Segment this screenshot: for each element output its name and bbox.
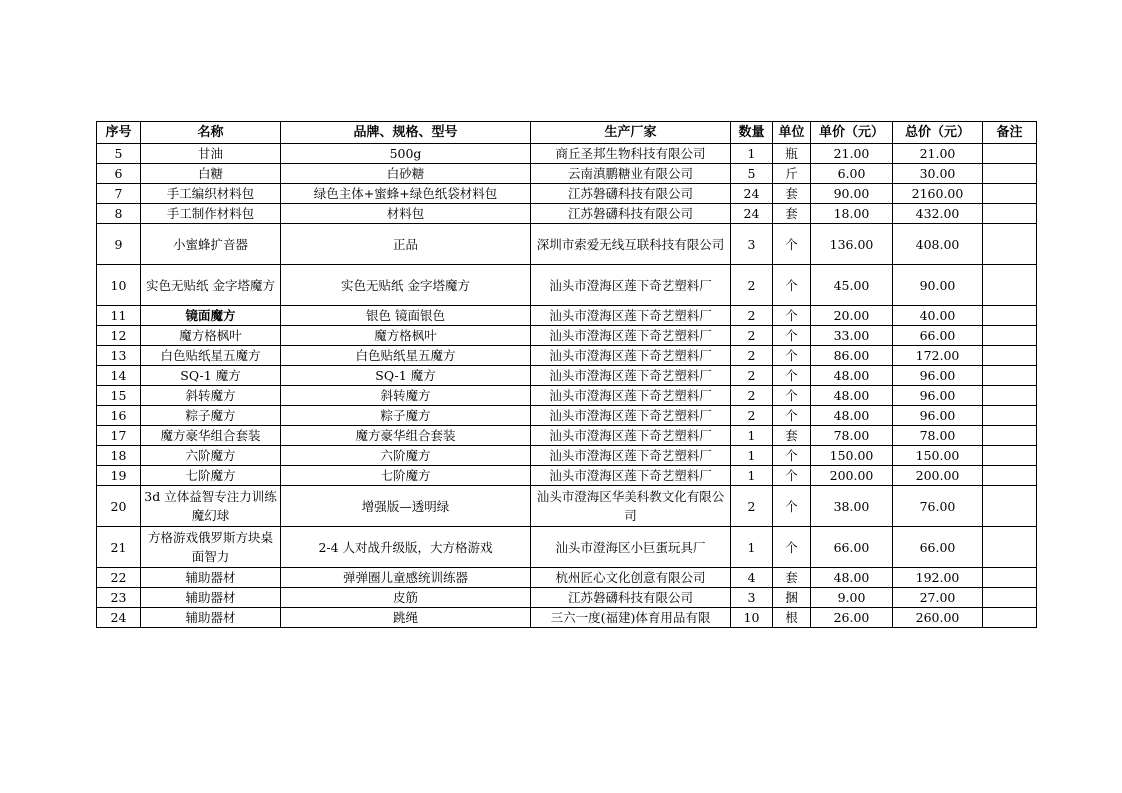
cell-name: 白糖 <box>141 164 281 184</box>
cell-spec: 魔方豪华组合套装 <box>281 426 531 446</box>
cell-spec: 七阶魔方 <box>281 466 531 486</box>
cell-spec: 粽子魔方 <box>281 406 531 426</box>
table-row <box>97 346 1037 366</box>
cell-qty: 1 <box>731 466 773 486</box>
cell-spec: 材料包 <box>281 204 531 224</box>
cell-maker: 汕头市澄海区莲下奇艺塑料厂 <box>531 265 731 306</box>
cell-total: 30.00 <box>893 164 983 184</box>
cell-unit: 个 <box>773 346 811 366</box>
cell-total: 408.00 <box>893 224 983 265</box>
cell-note <box>983 466 1037 486</box>
table-row <box>97 386 1037 406</box>
cell-spec: 2-4 人对战升级版，大方格游戏 <box>281 527 531 568</box>
cell-unit: 个 <box>773 326 811 346</box>
table-row <box>97 144 1037 164</box>
cell-price: 200.00 <box>811 466 893 486</box>
cell-qty: 24 <box>731 184 773 204</box>
cell-total: 432.00 <box>893 204 983 224</box>
cell-total: 27.00 <box>893 588 983 608</box>
cell-note <box>983 204 1037 224</box>
cell-no: 9 <box>97 224 141 265</box>
cell-spec: 六阶魔方 <box>281 446 531 466</box>
cell-note <box>983 588 1037 608</box>
cell-unit: 斤 <box>773 164 811 184</box>
cell-total: 172.00 <box>893 346 983 366</box>
cell-price: 66.00 <box>811 527 893 568</box>
table-row <box>97 486 1037 527</box>
cell-spec: 正品 <box>281 224 531 265</box>
cell-note <box>983 144 1037 164</box>
cell-price: 48.00 <box>811 366 893 386</box>
cell-name: 七阶魔方 <box>141 466 281 486</box>
cell-qty: 2 <box>731 306 773 326</box>
cell-name: 斜转魔方 <box>141 386 281 406</box>
cell-name: 辅助器材 <box>141 588 281 608</box>
cell-price: 48.00 <box>811 568 893 588</box>
cell-unit: 个 <box>773 486 811 527</box>
cell-total: 200.00 <box>893 466 983 486</box>
cell-maker: 汕头市澄海区莲下奇艺塑料厂 <box>531 326 731 346</box>
cell-no: 19 <box>97 466 141 486</box>
header-unit: 单位 <box>773 122 811 144</box>
table-row <box>97 204 1037 224</box>
cell-qty: 2 <box>731 265 773 306</box>
header-no: 序号 <box>97 122 141 144</box>
cell-name: 手工制作材料包 <box>141 204 281 224</box>
cell-spec: 皮筋 <box>281 588 531 608</box>
cell-spec: 魔方格枫叶 <box>281 326 531 346</box>
cell-total: 260.00 <box>893 608 983 628</box>
cell-maker: 汕头市澄海区莲下奇艺塑料厂 <box>531 406 731 426</box>
cell-maker: 江苏磐礴科技有限公司 <box>531 184 731 204</box>
cell-unit: 个 <box>773 386 811 406</box>
table-row <box>97 426 1037 446</box>
cell-qty: 2 <box>731 486 773 527</box>
cell-name: 镜面魔方 <box>141 306 281 326</box>
cell-note <box>983 568 1037 588</box>
cell-unit: 套 <box>773 426 811 446</box>
cell-maker: 深圳市索爱无线互联科技有限公司 <box>531 224 731 265</box>
cell-note <box>983 265 1037 306</box>
cell-total: 96.00 <box>893 386 983 406</box>
cell-qty: 3 <box>731 588 773 608</box>
header-total: 总价（元） <box>893 122 983 144</box>
cell-no: 11 <box>97 306 141 326</box>
cell-maker: 云南滇鹏糖业有限公司 <box>531 164 731 184</box>
cell-unit: 套 <box>773 184 811 204</box>
cell-no: 14 <box>97 366 141 386</box>
table-row <box>97 184 1037 204</box>
cell-maker: 汕头市澄海区莲下奇艺塑料厂 <box>531 426 731 446</box>
table-body <box>97 144 1037 628</box>
cell-no: 20 <box>97 486 141 527</box>
cell-unit: 套 <box>773 568 811 588</box>
cell-price: 20.00 <box>811 306 893 326</box>
table-row <box>97 366 1037 386</box>
cell-qty: 10 <box>731 608 773 628</box>
table-row <box>97 466 1037 486</box>
cell-price: 48.00 <box>811 406 893 426</box>
cell-note <box>983 224 1037 265</box>
cell-total: 150.00 <box>893 446 983 466</box>
cell-spec: 白砂糖 <box>281 164 531 184</box>
cell-no: 13 <box>97 346 141 366</box>
cell-unit: 个 <box>773 446 811 466</box>
cell-unit: 个 <box>773 466 811 486</box>
cell-note <box>983 184 1037 204</box>
table-header-row <box>97 122 1037 144</box>
cell-price: 48.00 <box>811 386 893 406</box>
cell-name: 魔方豪华组合套装 <box>141 426 281 446</box>
cell-unit: 捆 <box>773 588 811 608</box>
cell-price: 90.00 <box>811 184 893 204</box>
cell-qty: 2 <box>731 346 773 366</box>
cell-note <box>983 406 1037 426</box>
cell-unit: 根 <box>773 608 811 628</box>
cell-note <box>983 446 1037 466</box>
cell-maker: 商丘圣邦生物科技有限公司 <box>531 144 731 164</box>
cell-no: 7 <box>97 184 141 204</box>
cell-total: 21.00 <box>893 144 983 164</box>
cell-maker: 汕头市澄海区莲下奇艺塑料厂 <box>531 386 731 406</box>
cell-qty: 2 <box>731 386 773 406</box>
cell-unit: 个 <box>773 406 811 426</box>
table-row <box>97 164 1037 184</box>
cell-maker: 汕头市澄海区莲下奇艺塑料厂 <box>531 346 731 366</box>
cell-total: 40.00 <box>893 306 983 326</box>
cell-unit: 个 <box>773 306 811 326</box>
table-row <box>97 265 1037 306</box>
cell-no: 16 <box>97 406 141 426</box>
cell-name: SQ-1 魔方 <box>141 366 281 386</box>
header-note: 备注 <box>983 122 1037 144</box>
cell-price: 26.00 <box>811 608 893 628</box>
cell-qty: 3 <box>731 224 773 265</box>
cell-price: 86.00 <box>811 346 893 366</box>
cell-qty: 24 <box>731 204 773 224</box>
table-row <box>97 306 1037 326</box>
cell-maker: 三六一度(福建)体育用品有限 <box>531 608 731 628</box>
cell-total: 192.00 <box>893 568 983 588</box>
cell-name: 方格游戏俄罗斯方块桌面智力 <box>141 527 281 568</box>
cell-qty: 4 <box>731 568 773 588</box>
cell-price: 33.00 <box>811 326 893 346</box>
cell-no: 8 <box>97 204 141 224</box>
cell-total: 96.00 <box>893 366 983 386</box>
cell-price: 150.00 <box>811 446 893 466</box>
cell-price: 38.00 <box>811 486 893 527</box>
cell-spec: 弹弹圈儿童感统训练器 <box>281 568 531 588</box>
cell-spec: 绿色主体+蜜蜂+绿色纸袋材料包 <box>281 184 531 204</box>
cell-maker: 汕头市澄海区莲下奇艺塑料厂 <box>531 466 731 486</box>
cell-price: 45.00 <box>811 265 893 306</box>
cell-spec: 银色 镜面银色 <box>281 306 531 326</box>
cell-no: 15 <box>97 386 141 406</box>
cell-note <box>983 366 1037 386</box>
cell-qty: 1 <box>731 446 773 466</box>
cell-name: 甘油 <box>141 144 281 164</box>
cell-price: 78.00 <box>811 426 893 446</box>
cell-no: 6 <box>97 164 141 184</box>
cell-name: 辅助器材 <box>141 568 281 588</box>
cell-note <box>983 326 1037 346</box>
cell-name: 白色贴纸星五魔方 <box>141 346 281 366</box>
table-row <box>97 568 1037 588</box>
table-row <box>97 588 1037 608</box>
cell-qty: 2 <box>731 406 773 426</box>
cell-no: 18 <box>97 446 141 466</box>
cell-maker: 汕头市澄海区莲下奇艺塑料厂 <box>531 366 731 386</box>
table-row <box>97 406 1037 426</box>
cell-total: 76.00 <box>893 486 983 527</box>
cell-spec: 500g <box>281 144 531 164</box>
cell-price: 6.00 <box>811 164 893 184</box>
cell-total: 2160.00 <box>893 184 983 204</box>
cell-qty: 1 <box>731 144 773 164</box>
cell-qty: 2 <box>731 366 773 386</box>
cell-note <box>983 426 1037 446</box>
cell-price: 136.00 <box>811 224 893 265</box>
cell-maker: 汕头市澄海区莲下奇艺塑料厂 <box>531 306 731 326</box>
cell-unit: 个 <box>773 224 811 265</box>
cell-spec: 白色贴纸星五魔方 <box>281 346 531 366</box>
table-row <box>97 326 1037 346</box>
cell-total: 66.00 <box>893 326 983 346</box>
cell-name: 手工编织材料包 <box>141 184 281 204</box>
cell-note <box>983 306 1037 326</box>
cell-no: 22 <box>97 568 141 588</box>
cell-note <box>983 608 1037 628</box>
table-row <box>97 608 1037 628</box>
cell-note <box>983 486 1037 527</box>
cell-price: 18.00 <box>811 204 893 224</box>
cell-name: 辅助器材 <box>141 608 281 628</box>
cell-note <box>983 386 1037 406</box>
cell-qty: 5 <box>731 164 773 184</box>
cell-price: 9.00 <box>811 588 893 608</box>
cell-qty: 1 <box>731 426 773 446</box>
cell-name: 3d 立体益智专注力训练魔幻球 <box>141 486 281 527</box>
cell-maker: 江苏磐礴科技有限公司 <box>531 588 731 608</box>
cell-name: 小蜜蜂扩音器 <box>141 224 281 265</box>
cell-unit: 个 <box>773 265 811 306</box>
cell-spec: 增强版—透明绿 <box>281 486 531 527</box>
header-spec: 品牌、规格、型号 <box>281 122 531 144</box>
cell-name: 魔方格枫叶 <box>141 326 281 346</box>
header-maker: 生产厂家 <box>531 122 731 144</box>
header-qty: 数量 <box>731 122 773 144</box>
cell-note <box>983 346 1037 366</box>
cell-note <box>983 164 1037 184</box>
cell-spec: 斜转魔方 <box>281 386 531 406</box>
cell-no: 5 <box>97 144 141 164</box>
header-name: 名称 <box>141 122 281 144</box>
cell-no: 24 <box>97 608 141 628</box>
cell-total: 78.00 <box>893 426 983 446</box>
cell-total: 96.00 <box>893 406 983 426</box>
cell-unit: 套 <box>773 204 811 224</box>
cell-unit: 个 <box>773 366 811 386</box>
cell-no: 17 <box>97 426 141 446</box>
cell-name: 实色无贴纸 金字塔魔方 <box>141 265 281 306</box>
cell-maker: 杭州匠心文化创意有限公司 <box>531 568 731 588</box>
header-price: 单价（元） <box>811 122 893 144</box>
table-row <box>97 527 1037 568</box>
cell-total: 90.00 <box>893 265 983 306</box>
cell-maker: 汕头市澄海区华美科教文化有限公司 <box>531 486 731 527</box>
cell-no: 10 <box>97 265 141 306</box>
cell-no: 12 <box>97 326 141 346</box>
table-row <box>97 446 1037 466</box>
cell-spec: SQ-1 魔方 <box>281 366 531 386</box>
procurement-table <box>96 121 1037 628</box>
cell-qty: 1 <box>731 527 773 568</box>
cell-note <box>983 527 1037 568</box>
cell-maker: 汕头市澄海区小巨蛋玩具厂 <box>531 527 731 568</box>
cell-name: 粽子魔方 <box>141 406 281 426</box>
cell-spec: 跳绳 <box>281 608 531 628</box>
cell-unit: 瓶 <box>773 144 811 164</box>
cell-no: 23 <box>97 588 141 608</box>
cell-maker: 江苏磐礴科技有限公司 <box>531 204 731 224</box>
cell-unit: 个 <box>773 527 811 568</box>
cell-no: 21 <box>97 527 141 568</box>
cell-total: 66.00 <box>893 527 983 568</box>
cell-price: 21.00 <box>811 144 893 164</box>
cell-qty: 2 <box>731 326 773 346</box>
cell-name: 六阶魔方 <box>141 446 281 466</box>
cell-maker: 汕头市澄海区莲下奇艺塑料厂 <box>531 446 731 466</box>
cell-spec: 实色无贴纸 金字塔魔方 <box>281 265 531 306</box>
table-row <box>97 224 1037 265</box>
